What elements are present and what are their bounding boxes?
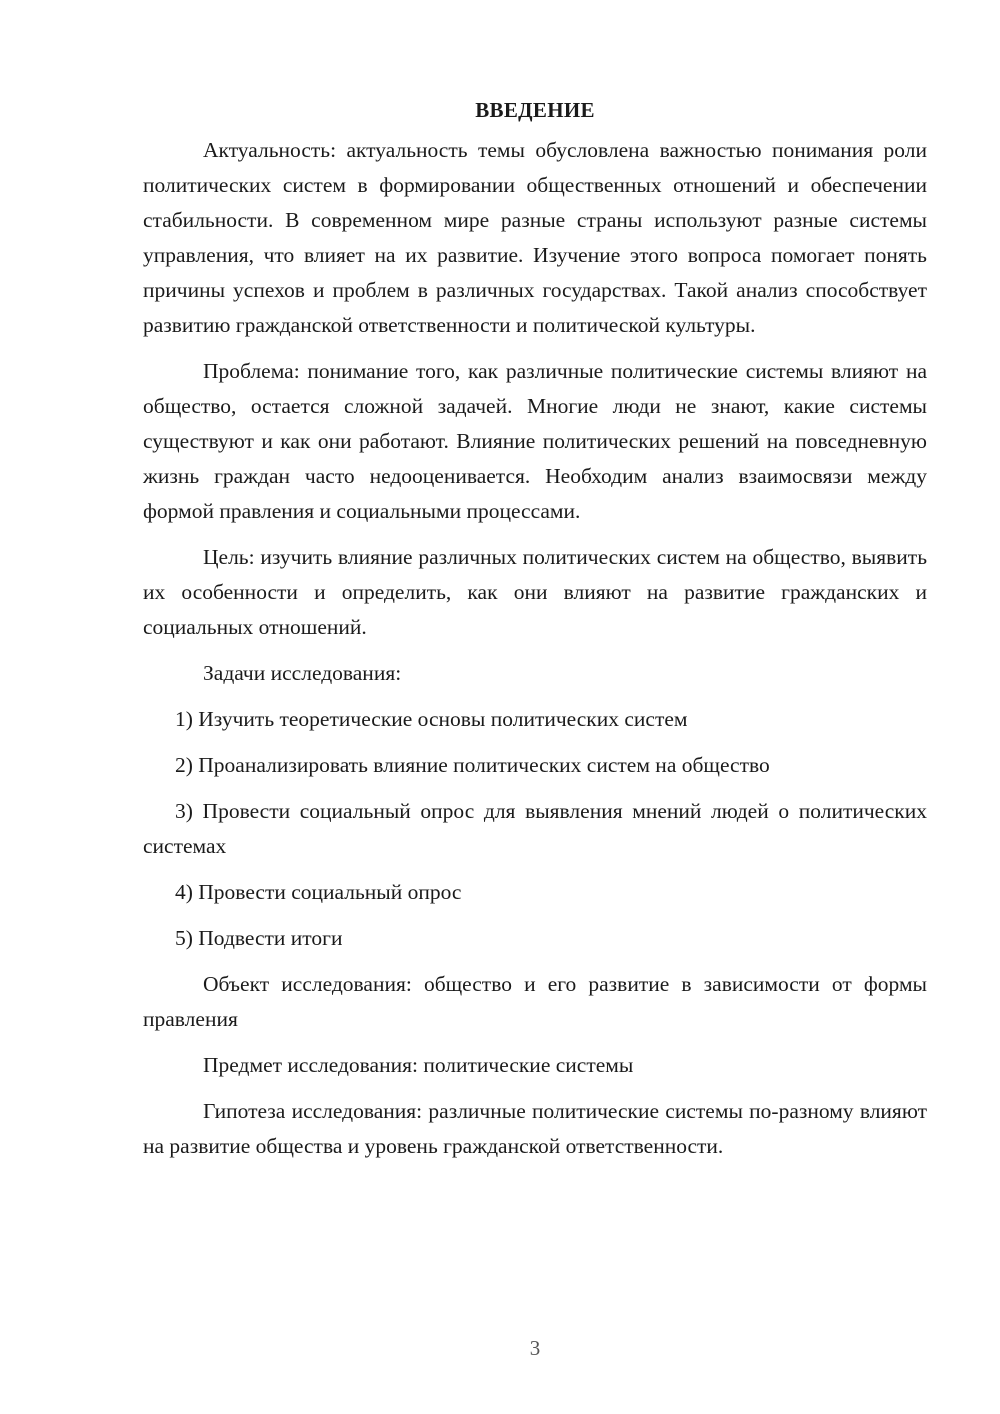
task-item-5: 5) Подвести итоги xyxy=(175,926,343,950)
page-content xyxy=(143,92,927,1175)
task-item-1: 1) Изучить теоретические основы политических систем xyxy=(175,707,688,731)
task-item-3: 3) Провести социальный опрос для выявления мнений людей о политических системах xyxy=(143,799,927,858)
hypothesis-paragraph: Гипотеза исследования: различные политические системы по-разному влияют на развитие общества и уровень гражданской ответственности. xyxy=(143,1099,927,1158)
tasks-title: Задачи исследования: xyxy=(203,661,402,685)
task-item-2: 2) Проанализировать влияние политических систем на общество xyxy=(175,753,770,777)
subject-paragraph: Предмет исследования: политические системы xyxy=(203,1053,634,1077)
relevance-paragraph: Актуальность: актуальность темы обусловлена важностью понимания роли политических систем в формировании общественных отношений и обеспечении стабильности. В современном мире разные страны используют разные системы управления, что влияет на их развитие. Изучение этого вопроса помогает понять причины успехов и проблем в различных государствах. Такой анализ способствует развитию гражданской ответственности и политической культуры. xyxy=(143,138,927,337)
section-heading: ВВЕДЕНИЕ xyxy=(475,98,595,122)
object-paragraph: Объект исследования: общество и его развитие в зависимости от формы правления xyxy=(143,972,927,1031)
page-number: 3 xyxy=(529,1336,541,1360)
problem-paragraph: Проблема: понимание того, как различные политические системы влияют на общество, остается сложной задачей. Многие люди не знают, какие системы существуют и как они работают. Влияние политических решений на повседневную жизнь граждан часто недооценивается. Необходим анализ взаимосвязи между формой правления и социальными процессами. xyxy=(143,359,927,523)
task-item-4: 4) Провести социальный опрос xyxy=(175,880,462,904)
goal-paragraph: Цель: изучить влияние различных политических систем на общество, выявить их особенности и определить, как они влияют на развитие гражданских и социальных отношений. xyxy=(143,545,927,639)
